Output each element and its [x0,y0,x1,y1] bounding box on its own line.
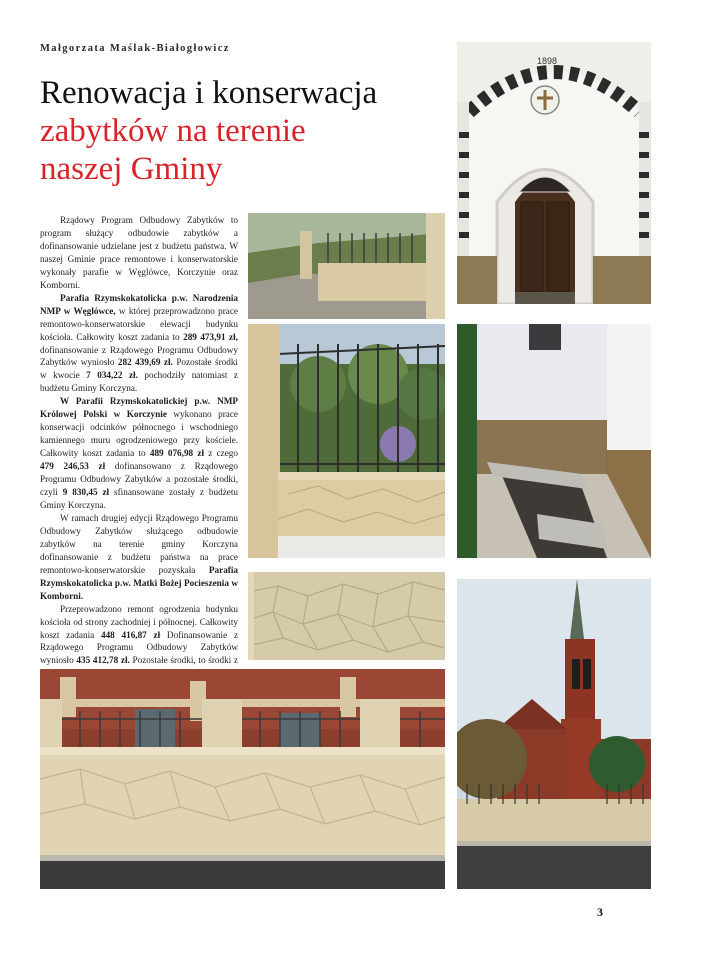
paragraph-intro: Rządowy Program Odbudowy Zabytków to program służący odbudowie zabytków a dofinansowanie udzielane jest z budżetu państwa. W naszej Gminie prace remontowe i konserwatorskie wykonały parafie w Węglówce, Korczynie oraz Komborni. [40,215,238,290]
paragraph-weglowka: Parafia Rzymskokatolicka p.w. Narodzenia NMP w Węglówce, w której przeprowadzono prace remontowo-konserwatorskie elewacji budynku kościoła. Całkowity koszt zadania to 289 473,91 zł, dofinansowanie z Rządowego Programu Odbudowy Zabytków wyniosło 282 439,69 zł. Pozostałe środki w kwocie 7 034,22 zł. pochodziły natomiast z budżetu Gminy Korczyna. [40,292,238,394]
title-line-3: naszej Gminy [40,151,223,187]
author-byline: Małgorzata Maślak-Białogłowicz [40,43,230,54]
title-line-1: Renowacja i konserwacja [40,75,378,111]
title-line-2: zabytków na terenie [40,113,306,149]
paragraph-kombornia-intro: W ramach drugiej edycji Rządowego Programu Odbudowy Zabytków służącego odbudowie zabytków na terenie gminy Korczyna dofinansowanie z budżetu państwa na prace remontowo-konserwatorskie pozyskała Parafia Rzymskokatolicka p.w. Matki Bożej Pocieszenia w Komborni. [40,512,238,601]
photo-church-tower [457,579,651,889]
photo-brick-church-wall [40,669,445,889]
photo-stone-wall-closeup [248,572,445,660]
photo-fence-top [248,213,445,319]
paragraph-korczyna: W Parafii Rzymskokatolickiej p.w. NMP Królowej Polski w Korczynie wykonano prace konserwacji odcinków północnego i wschodniego kamiennego muru ogrodzeniowego przy kościele. Całkowity koszt zadania to 489 076,98 zł z czego 479 246,53 zł dofinansowano z Rządowego Programu Odbudowy Zabytków a pozostałe środki, czyli 9 830,45 zł sfinansowane zostały z budżetu Gminy Korczyna. [40,396,238,510]
church-year-inscription: 1898 [536,56,558,66]
article-title [40,74,440,188]
photo-church-side-drainage [457,324,651,558]
page-number: 3 [597,905,603,919]
article-body [40,214,238,680]
paragraph-kombornia-costs: Przeprowadzono remont ogrodzenia budynku kościoła od strony zachodniej i północnej. Całkowity koszt zadania 448 416,87 zł Dofinansowanie z Rządowego Programu Odbudowy Zabytków wyniosło 435 412,78 zł. Pozostałe środki, to środki z [40,603,238,666]
photo-church-facade [457,42,651,304]
photo-fence-bushes [248,324,445,558]
